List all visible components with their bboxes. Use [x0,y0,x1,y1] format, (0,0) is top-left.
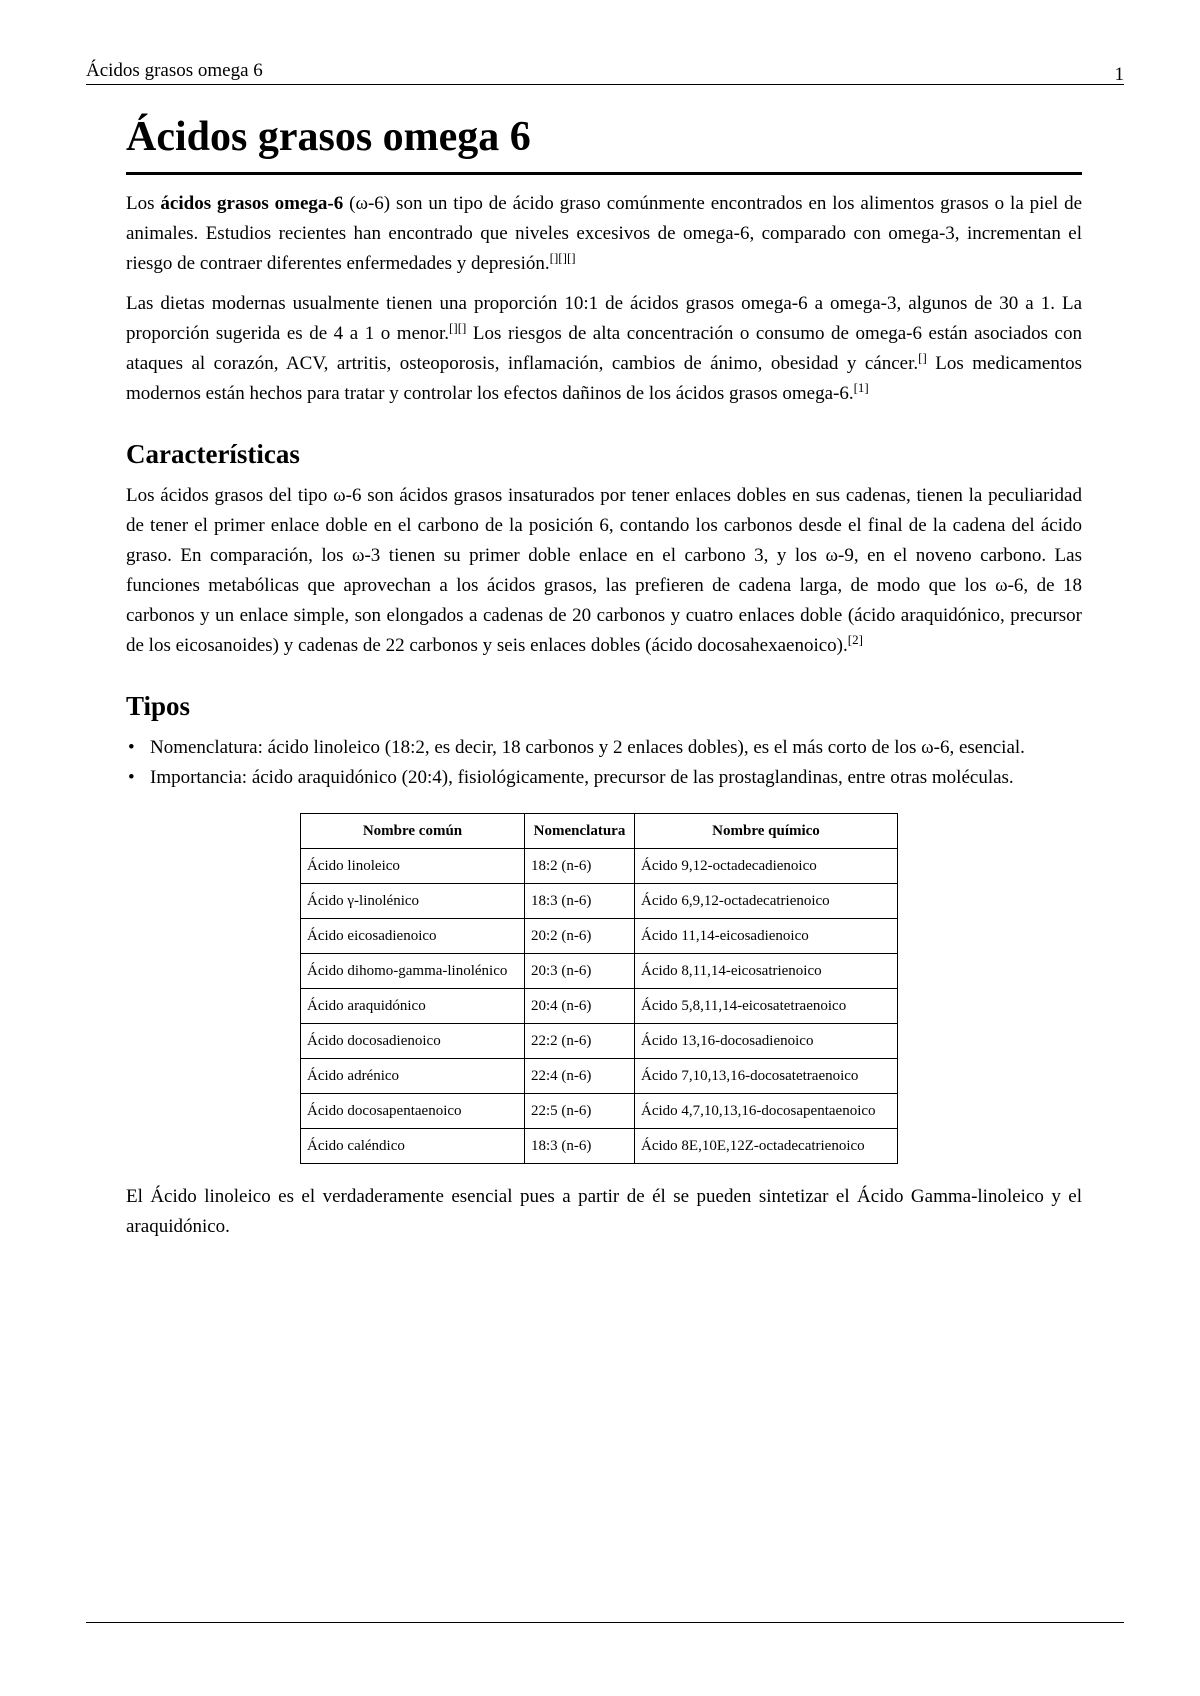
cell-nomenclatura: 22:4 (n-6) [525,1059,635,1094]
intro-p2-part2: Los riesgos de alta concentración o consumo de omega-6 están asociados con ataques al corazón, ACV, artritis, osteoporosis, inflamación, cambios de ánimo, obesidad y cáncer. [126,323,1082,375]
cell-nomenclatura: 20:4 (n-6) [525,989,635,1024]
table-row [301,954,898,989]
intro-paragraph-2 [126,289,1082,409]
intro-p1-pre: Los [126,193,161,215]
cell-nomenclatura: 20:3 (n-6) [525,954,635,989]
cell-nombre-quimico: Ácido 8E,10E,12Z-octadecatrienoico [635,1129,898,1164]
section-heading-caracteristicas: Características [126,439,300,470]
caracteristicas-text: Los ácidos grasos del tipo ω-6 son ácidos grasos insaturados por tener enlaces dobles en sus cadenas, tienen la peculiaridad de tener el primer enlace doble en el carbono de la posición 6, contando los carbonos desde el final de la cadena del ácido graso. En comparación, los ω-3 tienen su primer doble enlace en el carbono 3, y los ω-9, en el noveno carbono. Las funciones metabólicas que aprovechan a los ácidos grasos, las prefieren de cadena larga, de modo que los ω-6, de 18 carbonos y un enlace simple, son elongados a cadenas de 20 carbonos y cuatro enlaces doble (ácido araquidónico, precursor de los eicosanoides) y cadenas de 22 carbonos y seis enlaces dobles (ácido docosahexaenoico). [126,485,1082,657]
list-item [126,763,1050,793]
column-header-nombre-comun: Nombre común [301,814,525,849]
cell-nombre-comun: Ácido araquidónico [301,989,525,1024]
list-item-text: Importancia: ácido araquidónico (20:4), fisiológicamente, precursor de las prostaglandinas, entre otras moléculas. [150,767,1014,789]
cell-nombre-quimico: Ácido 9,12-octadecadienoico [635,849,898,884]
caracteristicas-reference[interactable]: [2] [847,632,863,648]
cell-nomenclatura: 22:2 (n-6) [525,1024,635,1059]
cell-nombre-comun: Ácido docosapentaenoico [301,1094,525,1129]
intro-p1-term: ácidos grasos omega-6 [160,193,344,215]
cell-nombre-quimico: Ácido 6,9,12-octadecatrienoico [635,884,898,919]
closing-paragraph: El Ácido linoleico es el verdaderamente esencial pues a partir de él se pueden sintetizar el Ácido Gamma-linoleico y el araquidónico. [126,1186,1082,1238]
intro-p2-part1: Las dietas modernas usualmente tienen una proporción 10:1 de ácidos grasos omega-6 a omega-3, algunos de 30 a 1. La proporción sugerida es de 4 a 1 o menor. [126,293,1082,345]
cell-nombre-quimico: Ácido 8,11,14-eicosatrienoico [635,954,898,989]
cell-nomenclatura: 20:2 (n-6) [525,919,635,954]
column-header-nomenclatura: Nomenclatura [525,814,635,849]
column-header-nombre-quimico: Nombre químico [635,814,898,849]
cell-nombre-comun: Ácido caléndico [301,1129,525,1164]
intro-paragraph-1 [126,189,1082,279]
page-number: 1 [1114,64,1124,85]
cell-nombre-comun: Ácido adrénico [301,1059,525,1094]
cell-nombre-quimico: Ácido 7,10,13,16-docosatetraenoico [635,1059,898,1094]
cell-nomenclatura: 18:2 (n-6) [525,849,635,884]
running-header-title: Ácidos grasos omega 6 [86,60,263,81]
table-row [301,1059,898,1094]
cell-nombre-quimico: Ácido 5,8,11,14-eicosatetraenoico [635,989,898,1024]
cell-nombre-comun: Ácido eicosadienoico [301,919,525,954]
intro-p2-reference-1[interactable]: [][] [449,320,467,336]
intro-p2-part3: Los medicamentos modernos están hechos para tratar y controlar los efectos dañinos de los ácidos grasos omega-6. [126,353,1082,405]
table-row [301,919,898,954]
cell-nomenclatura: 18:3 (n-6) [525,1129,635,1164]
cell-nombre-comun: Ácido docosadienoico [301,1024,525,1059]
table-row [301,1024,898,1059]
footer-divider [86,1622,1124,1623]
omega6-table [300,813,898,1164]
table-row [301,1129,898,1164]
cell-nombre-quimico: Ácido 11,14-eicosadienoico [635,919,898,954]
cell-nombre-quimico: Ácido 4,7,10,13,16-docosapentaenoico [635,1094,898,1129]
table-row [301,849,898,884]
cell-nombre-quimico: Ácido 13,16-docosadienoico [635,1024,898,1059]
running-header [86,58,1124,85]
bullet-icon: • [128,737,135,759]
intro-p2-reference-3[interactable]: [1] [853,380,869,396]
page-title: Ácidos grasos omega 6 [126,112,1082,175]
table-row [301,884,898,919]
cell-nomenclatura: 22:5 (n-6) [525,1094,635,1129]
caracteristicas-paragraph [126,481,1082,661]
intro-p1-reference[interactable]: [][][] [549,250,576,266]
cell-nomenclatura: 18:3 (n-6) [525,884,635,919]
list-item-text: Nomenclatura: ácido linoleico (18:2, es decir, 18 carbonos y 2 enlaces dobles), es el más corto de los ω-6, esencial. [150,737,1025,759]
cell-nombre-comun: Ácido γ-linolénico [301,884,525,919]
section-heading-tipos: Tipos [126,691,191,722]
table-header-row [301,814,898,849]
cell-nombre-comun: Ácido linoleico [301,849,525,884]
table-row [301,1094,898,1129]
intro-p2-reference-2[interactable]: [] [918,350,927,366]
article-body [126,112,1082,1242]
cell-nombre-comun: Ácido dihomo-gamma-linolénico [301,954,525,989]
table-row [301,989,898,1024]
bullet-icon: • [128,767,135,789]
tipos-list [126,733,1082,793]
list-item [126,733,1050,763]
intro-p1-text: (ω-6) son un tipo de ácido graso comúnmente encontrados en los alimentos grasos o la piel de animales. Estudios recientes han encontrado que niveles excesivos de omega-6, comparado con omega-3, incrementan el riesgo de contraer diferentes enfermedades y depresión. [126,193,1083,275]
